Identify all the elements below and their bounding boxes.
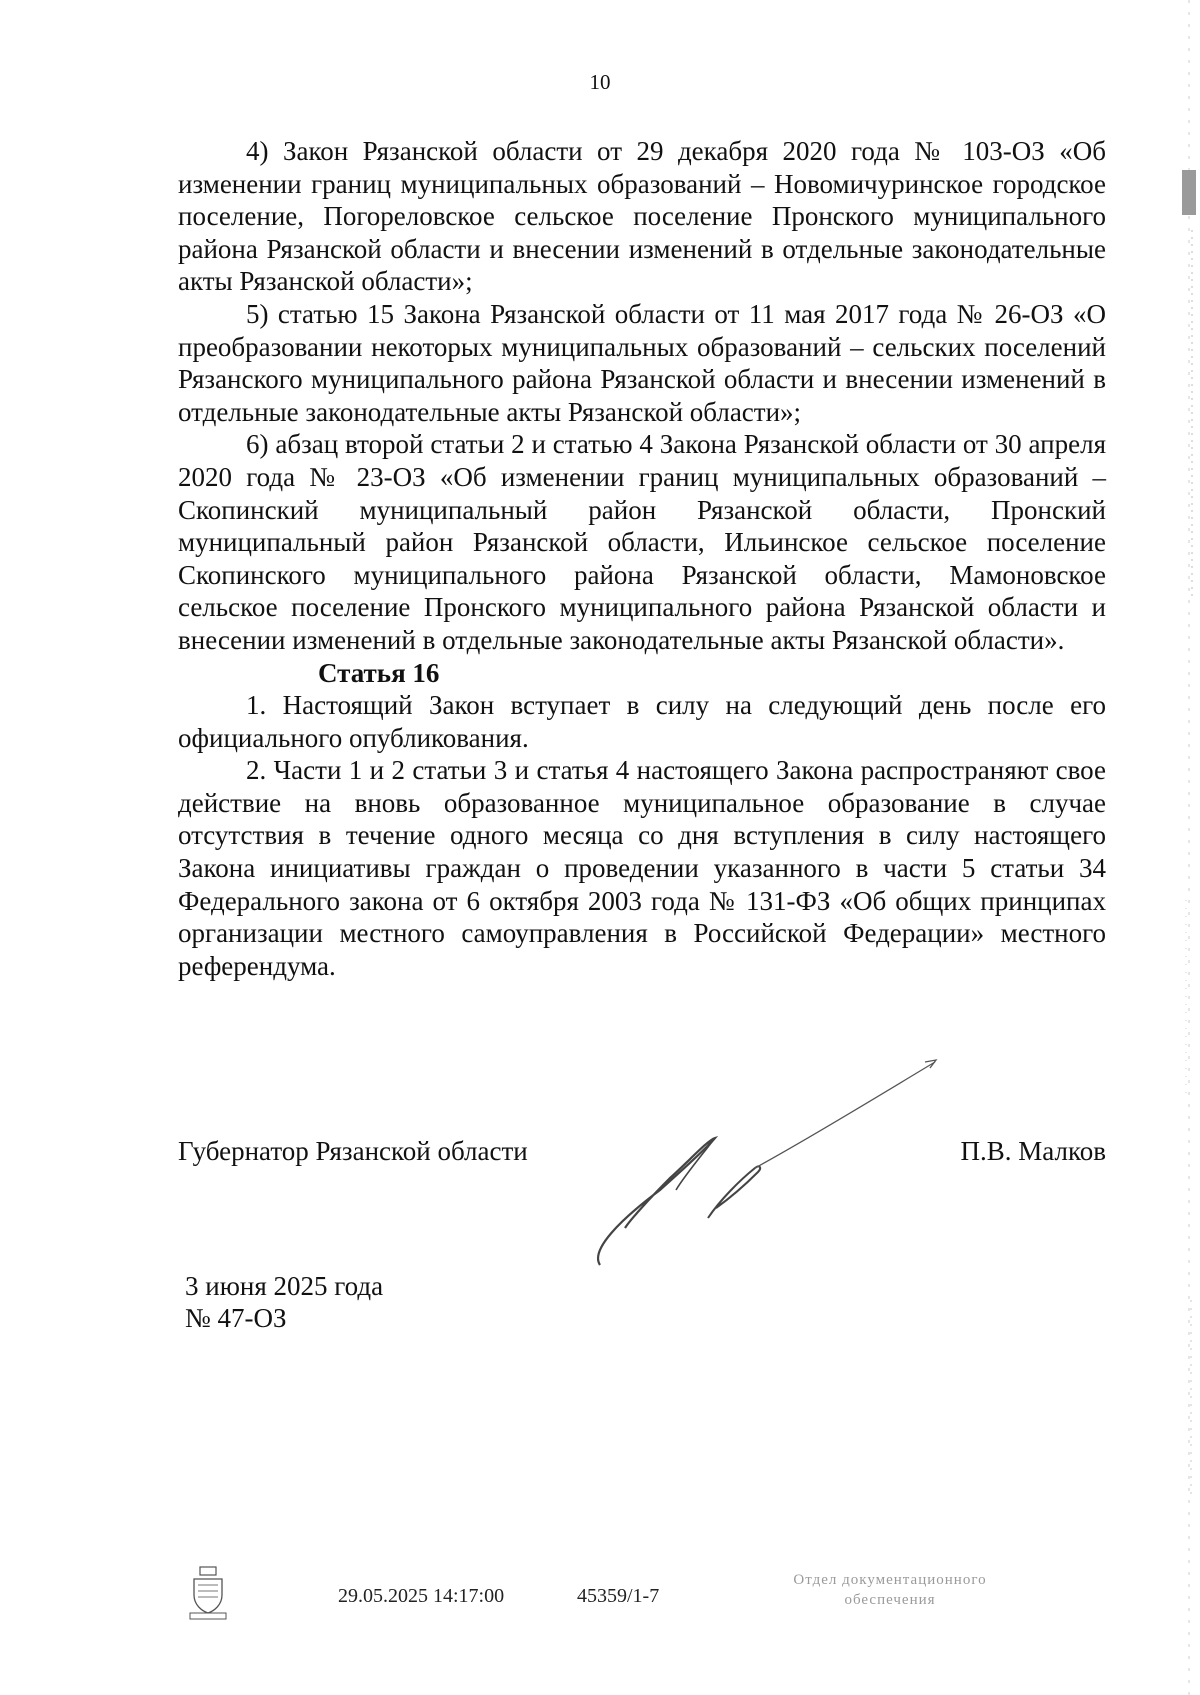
footer-document-code: 45359/1-7 xyxy=(577,1585,660,1607)
footer-datetime: 29.05.2025 14:17:00 xyxy=(338,1585,505,1607)
paragraph-item-5: 5) статью 15 Закона Рязанской области от 11 мая 2017 года № 26-ОЗ «О преобразовании некоторых муниципальных образований – сельских поселений Рязанского муниципального района Рязанской области и внесении изменений в отдельные законодательные акты Рязанской области»; xyxy=(178,298,1106,427)
document-date-block xyxy=(185,1270,383,1334)
signatory-position: Губернатор Рязанской области xyxy=(178,1136,528,1166)
stamp-line-2: обеспечения xyxy=(844,1592,936,1608)
scan-edge-marks xyxy=(1180,0,1198,1695)
law-number: № 47-ОЗ xyxy=(185,1303,287,1333)
paragraph-item-6: 6) абзац второй статьи 2 и статью 4 Закона Рязанской области от 30 апреля 2020 года № 23-ОЗ «Об изменении границ муниципальных образований – Скопинский муниципальный район Рязанской области, Пронский муниципальный район Рязанской области, Ильинское сельское поселение Скопинского муниципального района Рязанской области, Мамоновское сельское поселение Пронского муниципального района Рязанской области и внесении изменений в отдельные законодательные акты Рязанской области». xyxy=(178,429,1106,655)
stamp-line-1: Отдел документационного xyxy=(793,1572,987,1588)
coat-of-arms-icon xyxy=(186,1565,230,1621)
signatory-name: П.В. Малков xyxy=(960,1136,1106,1166)
article-item-1: 1. Настоящий Закон вступает в силу на следующий день после его официального опубликования. xyxy=(178,690,1106,753)
page-number: 10 xyxy=(589,70,611,94)
handwritten-signature xyxy=(590,1050,950,1280)
document-body xyxy=(178,135,1106,982)
article-heading: Статья 16 xyxy=(318,657,440,688)
paragraph-item-4: 4) Закон Рязанской области от 29 декабря 2020 года № 103-ОЗ «Об изменении границ муниципальных образований – Новомичуринское городское поселение, Погореловское сельское поселение Пронского муниципального района Рязанской области и внесении изменений в отдельные законодательные акты Рязанской области»; xyxy=(178,136,1106,297)
article-item-2: 2. Части 1 и 2 статьи 3 и статья 4 настоящего Закона распространяют свое действие на вновь образованное муниципальное образование в случае отсутствия в течение одного месяца со дня вступления в силу настоящего Закона инициативы граждан о проведении указанного в части 5 статьи 34 Федерального закона от 6 октября 2003 года № 131-ФЗ «Об общих принципах организации местного самоуправления в Российской Федерации» местного референдума. xyxy=(178,755,1106,981)
document-date: 3 июня 2025 года xyxy=(185,1271,384,1301)
department-stamp xyxy=(745,1570,1035,1610)
